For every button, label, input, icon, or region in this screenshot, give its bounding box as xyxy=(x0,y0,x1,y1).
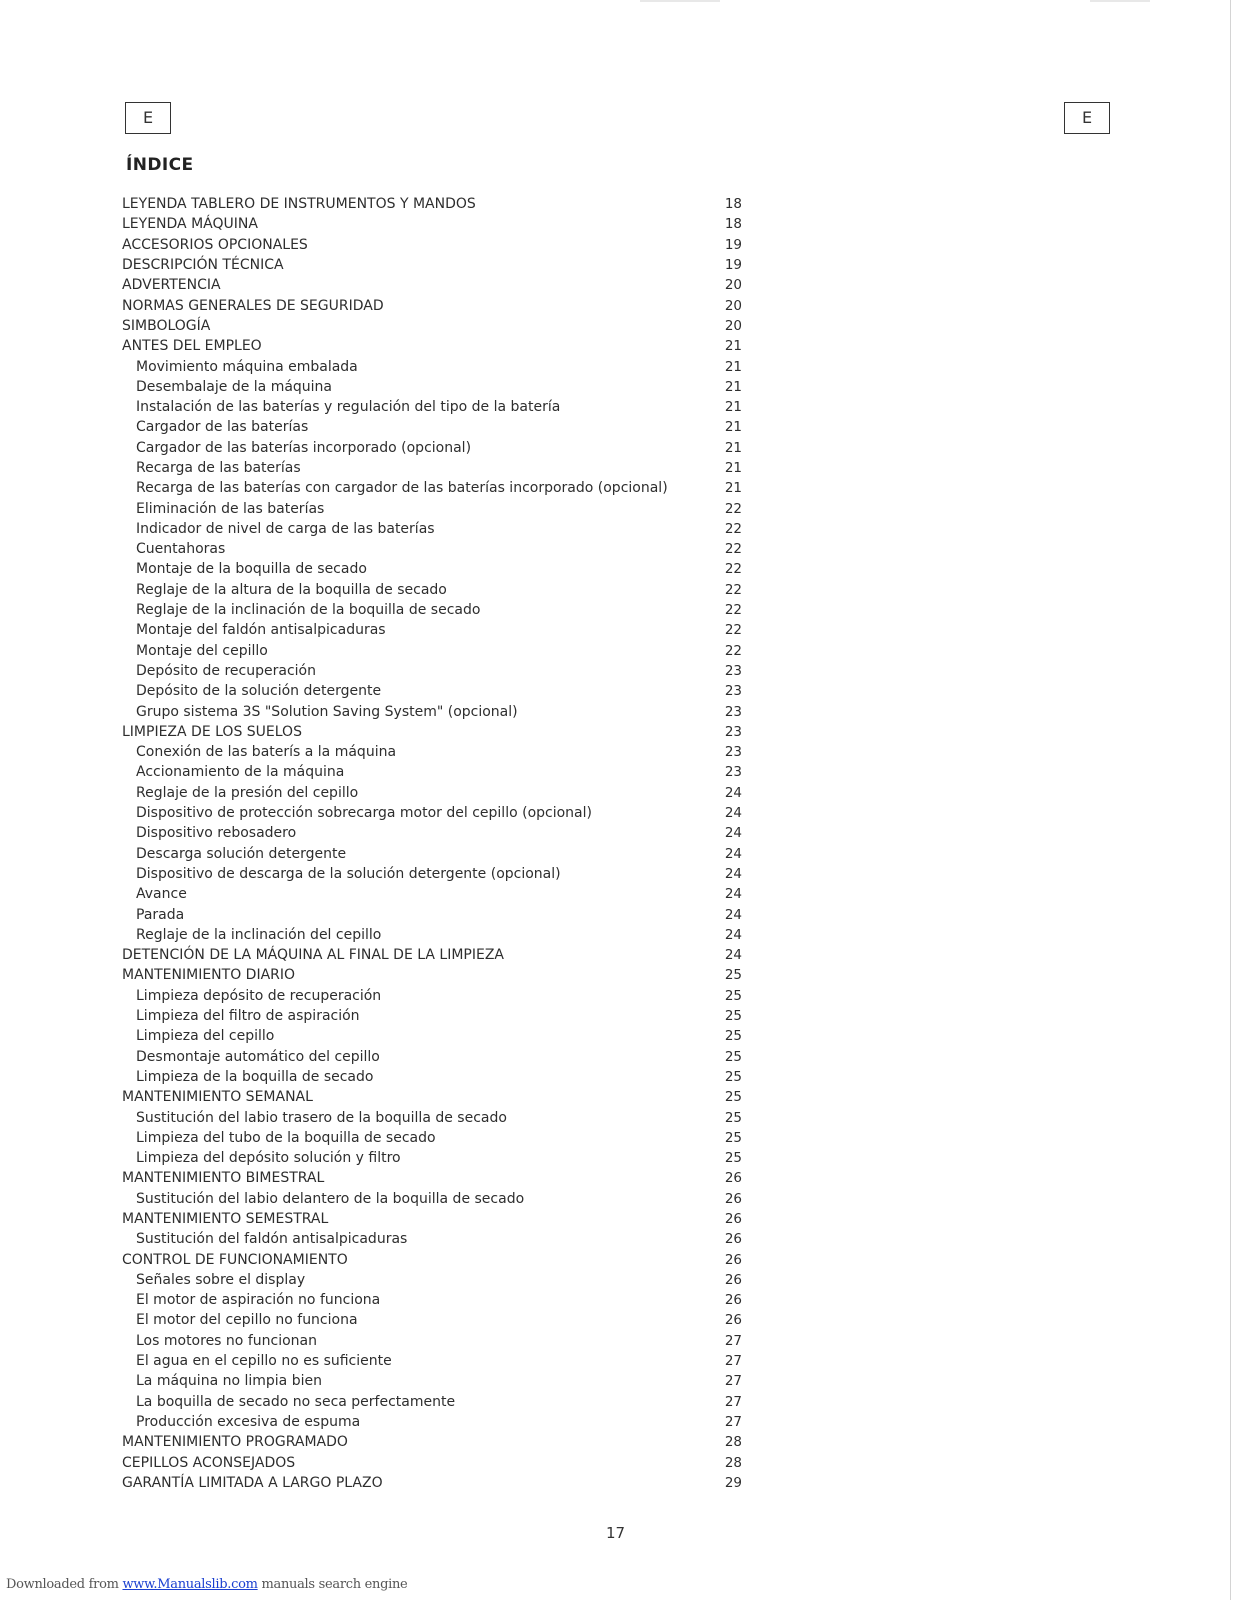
toc-subentry xyxy=(122,1331,742,1351)
scan-mark xyxy=(1090,0,1150,2)
toc-entry-page: 25 xyxy=(724,1129,742,1146)
toc-entry-page: 23 xyxy=(724,662,742,679)
toc-entry-label: Eliminación de las baterías xyxy=(136,500,325,517)
toc-entry-label: MANTENIMIENTO DIARIO xyxy=(122,967,296,984)
toc-subentry xyxy=(122,925,742,945)
toc-entry-label: Avance xyxy=(136,886,187,903)
toc-entry-page: 24 xyxy=(724,845,742,862)
toc-entry-page: 20 xyxy=(724,317,742,334)
toc-subentry xyxy=(122,377,742,397)
toc-entry xyxy=(122,1087,742,1107)
toc-subentry xyxy=(122,986,742,1006)
toc-subentry xyxy=(122,1067,742,1087)
toc-subentry xyxy=(122,641,742,661)
footer-suffix: manuals search engine xyxy=(257,1577,408,1592)
toc-entry-label: Depósito de recuperación xyxy=(136,662,316,679)
toc-subentry xyxy=(122,559,742,579)
toc-entry-label: Accionamiento de la máquina xyxy=(136,764,345,781)
toc-entry-label: ANTES DEL EMPLEO xyxy=(122,338,262,355)
toc-subentry xyxy=(122,783,742,803)
toc-entry-label: Movimiento máquina embalada xyxy=(136,358,358,375)
toc-entry-label: Los motores no funcionan xyxy=(136,1332,317,1349)
toc-entry-label: SIMBOLOGÍA xyxy=(122,317,211,334)
toc-entry-label: Limpieza depósito de recuperación xyxy=(136,987,382,1004)
toc-entry xyxy=(122,214,742,234)
toc-entry-page: 26 xyxy=(724,1170,742,1187)
toc-entry-page: 26 xyxy=(724,1271,742,1288)
toc-entry-label: DESCRIPCIÓN TÉCNICA xyxy=(122,257,284,274)
toc-entry-label: Limpieza del tubo de la boquilla de secado xyxy=(136,1129,436,1146)
toc-entry-page: 26 xyxy=(724,1292,742,1309)
toc-entry-label: Recarga de las baterías con cargador de las baterías incorporado (opcional) xyxy=(136,480,668,497)
toc-entry xyxy=(122,1168,742,1188)
toc-entry-page: 25 xyxy=(724,1008,742,1025)
toc-entry-page: 20 xyxy=(724,277,742,294)
toc-entry-label: Indicador de nivel de carga de las baterías xyxy=(136,520,435,537)
toc-entry-label: Producción excesiva de espuma xyxy=(136,1413,361,1430)
toc-entry-page: 24 xyxy=(724,825,742,842)
toc-entry-label: Limpieza del filtro de aspiración xyxy=(136,1008,360,1025)
toc-entry-label: La boquilla de secado no seca perfectamente xyxy=(136,1393,456,1410)
toc-entry xyxy=(122,1452,742,1472)
toc-entry-label: Descarga solución detergente xyxy=(136,845,347,862)
toc-entry-label: Sustitución del faldón antisalpicaduras xyxy=(136,1231,408,1248)
toc-entry-page: 19 xyxy=(724,257,742,274)
toc-subentry xyxy=(122,498,742,518)
toc-entry-label: Limpieza del depósito solución y filtro xyxy=(136,1150,401,1167)
toc-entry xyxy=(122,194,742,214)
footer-prefix: Downloaded from xyxy=(6,1577,123,1592)
toc-subentry xyxy=(122,701,742,721)
toc-entry-page: 22 xyxy=(724,520,742,537)
toc-entry-label: Cargador de las baterías xyxy=(136,419,309,436)
toc-entry-label: Reglaje de la altura de la boquilla de secado xyxy=(136,581,447,598)
toc-entry-label: Limpieza del cepillo xyxy=(136,1028,275,1045)
toc-entry-page: 22 xyxy=(724,642,742,659)
toc-subentry xyxy=(122,1148,742,1168)
toc-entry-label: Parada xyxy=(136,906,185,923)
toc-entry xyxy=(122,945,742,965)
toc-entry-page: 23 xyxy=(724,703,742,720)
toc-entry-page: 21 xyxy=(724,358,742,375)
toc-subentry xyxy=(122,742,742,762)
toc-entry-label: Reglaje de la inclinación de la boquilla de secado xyxy=(136,602,481,619)
toc-entry-page: 23 xyxy=(724,744,742,761)
toc-entry-page: 26 xyxy=(724,1251,742,1268)
toc-entry-label: El motor de aspiración no funciona xyxy=(136,1292,381,1309)
toc-entry-label: El motor del cepillo no funciona xyxy=(136,1312,358,1329)
toc-entry-label: LEYENDA MÁQUINA xyxy=(122,216,258,233)
toc-subentry xyxy=(122,1392,742,1412)
toc-entry xyxy=(122,1249,742,1269)
toc-entry-label: Dispositivo de descarga de la solución detergente (opcional) xyxy=(136,865,561,882)
toc-entry-label: Reglaje de la presión del cepillo xyxy=(136,784,359,801)
toc-subentry xyxy=(122,539,742,559)
toc-entry xyxy=(122,722,742,742)
toc-subentry xyxy=(122,1290,742,1310)
toc-subentry xyxy=(122,904,742,924)
toc-entry-label: Desembalaje de la máquina xyxy=(136,378,333,395)
toc-entry-page: 22 xyxy=(724,581,742,598)
toc-entry-page: 25 xyxy=(724,1028,742,1045)
toc-subentry xyxy=(122,1412,742,1432)
toc-entry xyxy=(122,316,742,336)
toc-entry-page: 28 xyxy=(724,1454,742,1471)
toc-entry xyxy=(122,235,742,255)
toc-subentry xyxy=(122,1270,742,1290)
toc-entry-page: 26 xyxy=(724,1312,742,1329)
toc-entry-page: 25 xyxy=(724,1089,742,1106)
toc-entry xyxy=(122,1473,742,1493)
toc-entry-page: 22 xyxy=(724,622,742,639)
toc-entry-label: Señales sobre el display xyxy=(136,1271,306,1288)
toc-entry-page: 24 xyxy=(724,865,742,882)
toc-entry-page: 18 xyxy=(724,216,742,233)
toc-entry-page: 24 xyxy=(724,947,742,964)
toc-entry-page: 27 xyxy=(724,1373,742,1390)
toc-entry-label: NORMAS GENERALES DE SEGURIDAD xyxy=(122,297,384,314)
toc-entry-page: 27 xyxy=(724,1353,742,1370)
toc-entry-page: 23 xyxy=(724,723,742,740)
toc-entry-page: 29 xyxy=(724,1474,742,1491)
toc-entry xyxy=(122,255,742,275)
toc-subentry xyxy=(122,1351,742,1371)
toc-subentry xyxy=(122,1026,742,1046)
toc-entry-page: 21 xyxy=(724,419,742,436)
table-of-contents xyxy=(122,194,742,1493)
toc-entry-label: Montaje de la boquilla de secado xyxy=(136,561,367,578)
toc-subentry xyxy=(122,884,742,904)
toc-subentry xyxy=(122,762,742,782)
toc-entry xyxy=(122,1432,742,1452)
toc-entry-page: 24 xyxy=(724,886,742,903)
toc-entry-page: 26 xyxy=(724,1210,742,1227)
toc-entry-label: CONTROL DE FUNCIONAMIENTO xyxy=(122,1251,348,1268)
toc-entry-page: 20 xyxy=(724,297,742,314)
toc-entry-page: 24 xyxy=(724,906,742,923)
page-title: ÍNDICE xyxy=(126,155,194,175)
toc-subentry xyxy=(122,1107,742,1127)
toc-entry-label: Dispositivo de protección sobrecarga motor del cepillo (opcional) xyxy=(136,805,592,822)
language-badge-left: E xyxy=(125,102,171,134)
toc-entry xyxy=(122,965,742,985)
toc-subentry xyxy=(122,864,742,884)
toc-entry-label: Montaje del cepillo xyxy=(136,642,268,659)
toc-entry-label: CEPILLOS ACONSEJADOS xyxy=(122,1454,296,1471)
toc-entry-label: ADVERTENCIA xyxy=(122,277,221,294)
toc-entry-label: El agua en el cepillo no es suficiente xyxy=(136,1353,392,1370)
toc-entry-page: 25 xyxy=(724,1068,742,1085)
toc-entry xyxy=(122,336,742,356)
toc-entry-label: MANTENIMIENTO SEMESTRAL xyxy=(122,1210,329,1227)
toc-entry-page: 27 xyxy=(724,1393,742,1410)
toc-entry xyxy=(122,295,742,315)
toc-entry-label: GARANTÍA LIMITADA A LARGO PLAZO xyxy=(122,1474,383,1491)
toc-entry-label: Cuentahoras xyxy=(136,541,226,558)
toc-entry-page: 24 xyxy=(724,926,742,943)
toc-entry-label: LIMPIEZA DE LOS SUELOS xyxy=(122,723,302,740)
toc-subentry xyxy=(122,1046,742,1066)
toc-subentry xyxy=(122,1189,742,1209)
toc-subentry xyxy=(122,803,742,823)
page-edge-line xyxy=(1230,0,1231,1600)
toc-subentry xyxy=(122,1128,742,1148)
toc-subentry xyxy=(122,417,742,437)
toc-entry-page: 27 xyxy=(724,1332,742,1349)
toc-subentry xyxy=(122,844,742,864)
toc-subentry xyxy=(122,1229,742,1249)
manualslib-link[interactable]: www.Manualslib.com xyxy=(122,1577,258,1592)
toc-entry-page: 21 xyxy=(724,399,742,416)
toc-entry-label: LEYENDA TABLERO DE INSTRUMENTOS Y MANDOS xyxy=(122,196,476,213)
toc-entry xyxy=(122,275,742,295)
toc-subentry xyxy=(122,600,742,620)
toc-entry-label: ACCESORIOS OPCIONALES xyxy=(122,236,308,253)
toc-entry-label: Recarga de las baterías xyxy=(136,460,301,476)
toc-entry-label: Depósito de la solución detergente xyxy=(136,683,382,700)
toc-entry-label: Sustitución del labio delantero de la boquilla de secado xyxy=(136,1190,525,1207)
toc-entry-page: 22 xyxy=(724,561,742,578)
toc-entry-label: Cargador de las baterías incorporado (opcional) xyxy=(136,439,472,456)
toc-entry-page: 26 xyxy=(724,1190,742,1207)
toc-entry-page: 21 xyxy=(724,338,742,355)
toc-subentry xyxy=(122,681,742,701)
toc-entry-label: Dispositivo rebosadero xyxy=(136,825,297,842)
toc-entry-page: 24 xyxy=(724,784,742,801)
toc-entry-label: MANTENIMIENTO PROGRAMADO xyxy=(122,1434,348,1451)
toc-subentry xyxy=(122,356,742,376)
toc-subentry xyxy=(122,1006,742,1026)
toc-subentry xyxy=(122,1371,742,1391)
toc-entry-page: 25 xyxy=(724,1150,742,1167)
toc-entry-page: 25 xyxy=(724,987,742,1004)
toc-entry-page: 21 xyxy=(724,480,742,497)
scan-mark xyxy=(640,0,720,2)
toc-entry xyxy=(122,1209,742,1229)
toc-entry-page: 23 xyxy=(724,683,742,700)
toc-entry-label: Reglaje de la inclinación del cepillo xyxy=(136,926,382,943)
toc-entry-page: 22 xyxy=(724,500,742,517)
download-footer xyxy=(6,1577,407,1592)
toc-subentry xyxy=(122,620,742,640)
toc-subentry xyxy=(122,823,742,843)
toc-entry-label: Grupo sistema 3S "Solution Saving System" (opcional) xyxy=(136,703,518,720)
toc-entry-page: 21 xyxy=(724,460,742,476)
toc-subentry xyxy=(122,438,742,458)
toc-entry-page: 28 xyxy=(724,1434,742,1451)
toc-entry-label: DETENCIÓN DE LA MÁQUINA AL FINAL DE LA LIMPIEZA xyxy=(122,947,504,964)
toc-entry-label: Conexión de las baterís a la máquina xyxy=(136,744,397,761)
toc-entry-label: Instalación de las baterías y regulación del tipo de la batería xyxy=(136,399,561,416)
toc-subentry xyxy=(122,458,742,478)
toc-entry-label: Desmontaje automático del cepillo xyxy=(136,1048,380,1065)
toc-entry-page: 22 xyxy=(724,602,742,619)
toc-subentry xyxy=(122,478,742,498)
toc-subentry xyxy=(122,661,742,681)
toc-entry-page: 22 xyxy=(724,541,742,558)
toc-entry-label: Limpieza de la boquilla de secado xyxy=(136,1068,374,1085)
toc-entry-label: Montaje del faldón antisalpicaduras xyxy=(136,622,386,639)
language-badge-right: E xyxy=(1064,102,1110,134)
toc-entry-page: 21 xyxy=(724,378,742,395)
toc-subentry xyxy=(122,519,742,539)
toc-entry-page: 24 xyxy=(724,805,742,822)
toc-entry-page: 25 xyxy=(724,967,742,984)
toc-entry-page: 19 xyxy=(724,236,742,253)
toc-entry-page: 25 xyxy=(724,1048,742,1065)
toc-subentry xyxy=(122,397,742,417)
toc-subentry xyxy=(122,1310,742,1330)
toc-entry-label: MANTENIMIENTO BIMESTRAL xyxy=(122,1170,325,1187)
toc-subentry xyxy=(122,580,742,600)
toc-entry-label: Sustitución del labio trasero de la boquilla de secado xyxy=(136,1109,507,1126)
toc-entry-page: 23 xyxy=(724,764,742,781)
toc-entry-page: 25 xyxy=(724,1109,742,1126)
toc-entry-page: 27 xyxy=(724,1413,742,1430)
toc-entry-page: 26 xyxy=(724,1231,742,1248)
toc-entry-page: 18 xyxy=(724,196,742,213)
toc-entry-label: La máquina no limpia bien xyxy=(136,1373,322,1390)
page-number: 17 xyxy=(606,1524,626,1542)
toc-entry-page: 21 xyxy=(724,439,742,456)
toc-entry-label: MANTENIMIENTO SEMANAL xyxy=(122,1089,313,1106)
